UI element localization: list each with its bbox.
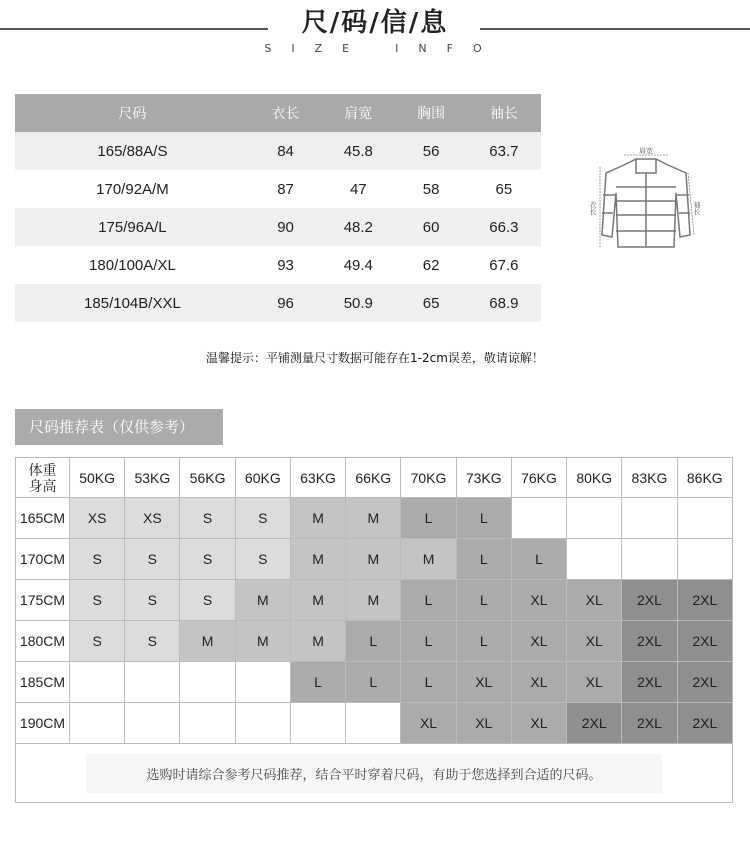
- size-recommend-cell: XL: [511, 580, 566, 621]
- size-recommend-cell: M: [290, 498, 345, 539]
- size-recommend-cell: [346, 703, 401, 744]
- measure-cell: 49.4: [343, 256, 373, 274]
- size-recommend-cell: L: [456, 580, 511, 621]
- size-recommend-cell: XS: [70, 498, 125, 539]
- size-recommend-cell: 2XL: [622, 662, 677, 703]
- size-recommend-cell: M: [290, 621, 345, 662]
- jacket-diagram: [586, 143, 706, 261]
- size-recommend-cell: M: [346, 498, 401, 539]
- size-recommend-cell: L: [401, 580, 456, 621]
- size-recommend-cell: L: [346, 662, 401, 703]
- size-recommend-table: [15, 457, 733, 803]
- size-recommend-cell: M: [235, 621, 290, 662]
- height-header-cell: 170CM: [16, 539, 70, 580]
- measure-cell: 93: [277, 256, 294, 274]
- size-recommend-cell: 2XL: [622, 621, 677, 662]
- size-recommend-cell: L: [401, 498, 456, 539]
- size-table-header: [15, 94, 541, 132]
- height-row: [16, 498, 733, 539]
- measure-cell: 63.7: [467, 132, 541, 170]
- measure-cell: 90: [250, 208, 321, 246]
- size-recommend-cell: 2XL: [622, 580, 677, 621]
- size-recommend-cell: S: [70, 580, 125, 621]
- shoulder-label: 肩宽: [639, 147, 653, 155]
- size-recommend-cell: 2XL: [677, 621, 732, 662]
- size-recommend-cell: S: [235, 539, 290, 580]
- measure-cell: 65: [395, 284, 466, 322]
- length-label: 衣长: [589, 201, 597, 215]
- weight-header-cell: 63KG: [290, 458, 345, 498]
- recommend-note: 选购时请综合参考尺码推荐，结合平时穿着尺码，有助于您选择到合适的尺码。: [86, 754, 661, 793]
- size-recommend-cell: [180, 703, 235, 744]
- size-recommend-cell: [622, 498, 677, 539]
- height-row: [16, 703, 733, 744]
- weight-header-cell: 60KG: [235, 458, 290, 498]
- size-recommend-cell: [70, 662, 125, 703]
- page-title: 尺/码/信/息: [301, 8, 449, 38]
- jacket-icon: [602, 159, 690, 247]
- size-recommend-cell: L: [456, 539, 511, 580]
- size-recommend-cell: M: [180, 621, 235, 662]
- size-recommend-cell: [125, 703, 180, 744]
- size-recommend-cell: [125, 662, 180, 703]
- weight-header-cell: 73KG: [456, 458, 511, 498]
- size-recommend-cell: L: [456, 498, 511, 539]
- height-row: [16, 580, 733, 621]
- size-recommend-cell: S: [70, 621, 125, 662]
- size-recommend-cell: XL: [567, 580, 622, 621]
- height-header-cell: 165CM: [16, 498, 70, 539]
- size-recommend-cell: 2XL: [677, 703, 732, 744]
- size-recommend-cell: 2XL: [622, 703, 677, 744]
- size-row: [15, 170, 541, 208]
- size-recommend-cell: L: [290, 662, 345, 703]
- weight-header-cell: 53KG: [125, 458, 180, 498]
- measure-cell: 58: [422, 180, 440, 198]
- weight-header-cell: 56KG: [180, 458, 235, 498]
- measure-cell: 68.9: [467, 284, 541, 322]
- measure-cell: 66.3: [467, 208, 541, 246]
- size-recommend-cell: M: [290, 580, 345, 621]
- size-recommend-cell: [677, 539, 732, 580]
- weight-header-row: [16, 458, 733, 498]
- weight-header-cell: 70KG: [401, 458, 456, 498]
- size-recommend-cell: [70, 703, 125, 744]
- size-code-cell: 175/96A/L: [15, 208, 250, 246]
- measure-cell: 65: [495, 180, 513, 198]
- measure-cell: 47: [349, 180, 367, 198]
- size-recommend-cell: XL: [567, 662, 622, 703]
- size-recommend-cell: XL: [511, 703, 566, 744]
- measure-cell: 60: [395, 208, 466, 246]
- size-recommend-cell: XL: [511, 621, 566, 662]
- measure-cell: 87: [277, 180, 294, 198]
- weight-header-cell: 80KG: [567, 458, 622, 498]
- size-recommend-cell: L: [346, 621, 401, 662]
- size-recommend-cell: [180, 662, 235, 703]
- measure-cell: 50.9: [321, 284, 395, 322]
- size-recommend-cell: M: [346, 580, 401, 621]
- size-code-cell: 170/92A/M: [96, 180, 169, 198]
- size-recommend-cell: XL: [567, 621, 622, 662]
- size-recommend-cell: [622, 539, 677, 580]
- size-recommend-cell: L: [401, 662, 456, 703]
- weight-header-cell: 86KG: [677, 458, 732, 498]
- size-recommend-cell: [290, 703, 345, 744]
- size-recommend-cell: XL: [456, 662, 511, 703]
- measure-cell: 48.2: [321, 208, 395, 246]
- col-header: 衣长: [250, 94, 321, 132]
- recommend-title: 尺码推荐表（仅供参考）: [15, 409, 223, 445]
- measure-cell: 56: [395, 132, 466, 170]
- size-row: [15, 284, 541, 322]
- col-header: 肩宽: [321, 94, 395, 132]
- size-recommend-cell: 2XL: [677, 580, 732, 621]
- size-recommend-cell: XL: [456, 703, 511, 744]
- measure-cell: 45.8: [321, 132, 395, 170]
- size-row: [15, 246, 541, 284]
- height-row: [16, 539, 733, 580]
- weight-header-cell: 50KG: [70, 458, 125, 498]
- measure-cell: 67.6: [489, 256, 519, 274]
- recommend-note-cell: [16, 744, 733, 803]
- measurement-notice: 温馨提示：平铺测量尺寸数据可能存在1-2cm误差，敬请谅解！: [206, 351, 544, 365]
- size-recommend-cell: M: [346, 539, 401, 580]
- measure-cell: 96: [250, 284, 321, 322]
- size-recommend-cell: L: [511, 539, 566, 580]
- weight-header-cell: 76KG: [511, 458, 566, 498]
- size-recommend-cell: S: [70, 539, 125, 580]
- size-recommend-cell: 2XL: [567, 703, 622, 744]
- size-recommend-cell: XL: [401, 703, 456, 744]
- size-row: [15, 132, 541, 170]
- size-recommend-cell: L: [401, 621, 456, 662]
- weight-header-cell: 83KG: [622, 458, 677, 498]
- size-recommend-cell: 2XL: [677, 662, 732, 703]
- note-row: [16, 744, 733, 803]
- size-recommend-cell: [677, 498, 732, 539]
- size-recommend-cell: S: [180, 539, 235, 580]
- col-header: 袖长: [467, 94, 541, 132]
- sleeve-label: 袖长: [693, 201, 701, 215]
- size-recommend-cell: XL: [511, 662, 566, 703]
- size-recommend-cell: [235, 662, 290, 703]
- size-recommend-cell: [511, 498, 566, 539]
- height-row: [16, 662, 733, 703]
- size-recommend-cell: M: [401, 539, 456, 580]
- size-recommend-cell: S: [125, 539, 180, 580]
- size-recommend-cell: [567, 539, 622, 580]
- size-code-cell: 165/88A/S: [15, 132, 250, 170]
- size-recommend-cell: S: [235, 498, 290, 539]
- size-recommend-cell: M: [290, 539, 345, 580]
- size-recommend-cell: [235, 703, 290, 744]
- size-code-cell: 180/100A/XL: [89, 256, 176, 274]
- measure-cell: 62: [422, 256, 440, 274]
- height-row: [16, 621, 733, 662]
- page-subtitle: S I Z E I N F O: [264, 42, 482, 55]
- size-recommend-cell: L: [456, 621, 511, 662]
- size-recommend-cell: S: [180, 580, 235, 621]
- measure-cell: 84: [250, 132, 321, 170]
- size-recommend-cell: S: [125, 621, 180, 662]
- height-header-cell: 190CM: [16, 703, 70, 744]
- size-recommend-cell: M: [235, 580, 290, 621]
- size-recommend-cell: XS: [125, 498, 180, 539]
- size-info-table: [15, 94, 541, 322]
- size-recommend-cell: [567, 498, 622, 539]
- size-code-cell: 185/104B/XXL: [15, 284, 250, 322]
- size-recommend-cell: S: [125, 580, 180, 621]
- weight-header-cell: 66KG: [346, 458, 401, 498]
- height-header-cell: 180CM: [16, 621, 70, 662]
- height-header-cell: 185CM: [16, 662, 70, 703]
- col-header: 尺码: [15, 94, 250, 132]
- size-recommend-cell: S: [180, 498, 235, 539]
- size-row: [15, 208, 541, 246]
- height-header-cell: 175CM: [16, 580, 70, 621]
- corner-cell: 体重 身高: [16, 458, 70, 498]
- col-header: 胸围: [395, 94, 466, 132]
